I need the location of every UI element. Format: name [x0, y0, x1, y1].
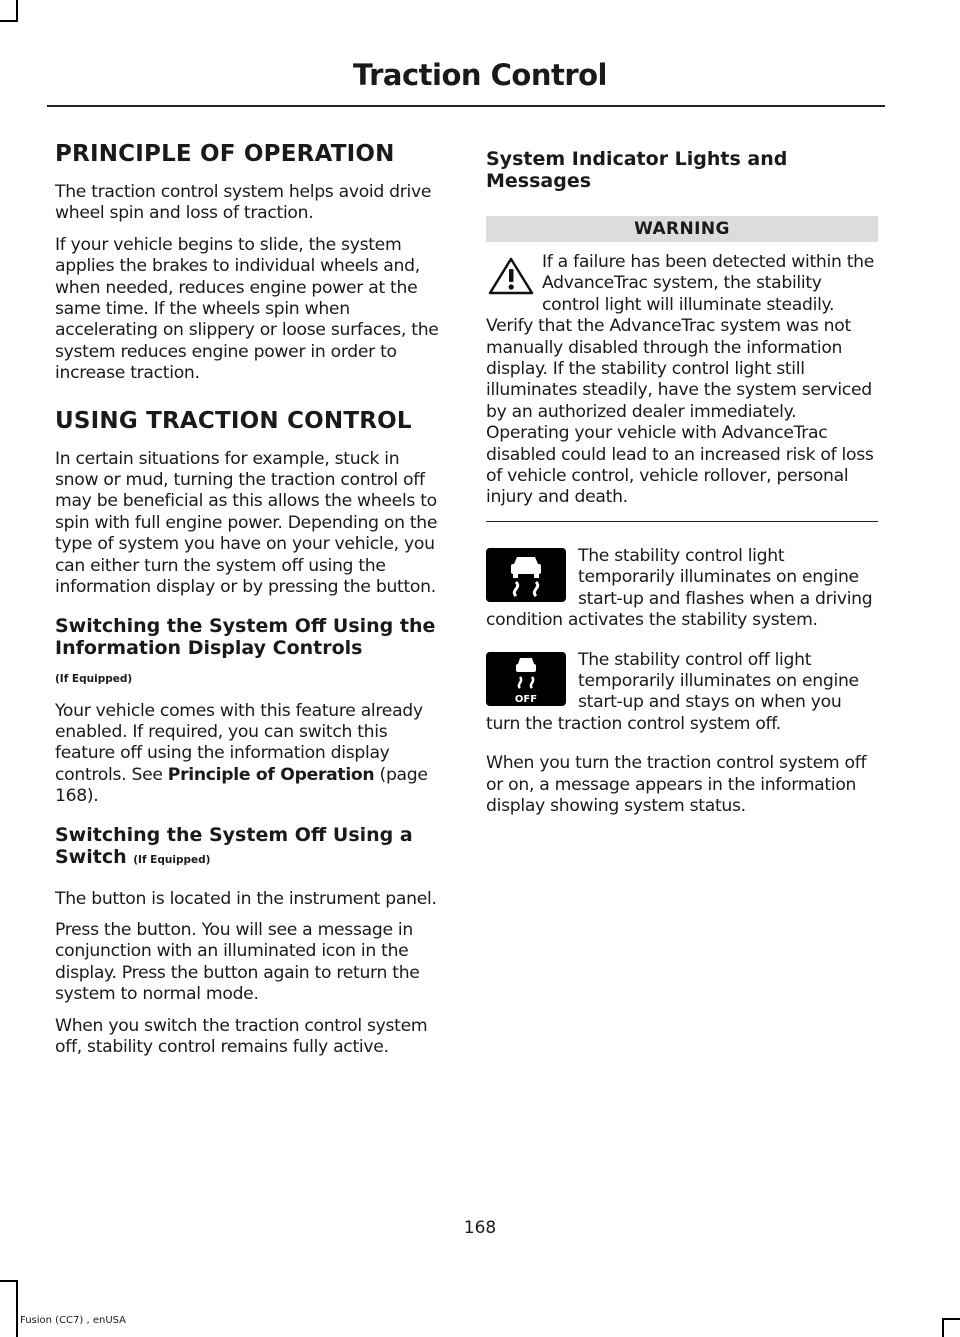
right-column — [486, 140, 878, 827]
warning-banner: WARNING — [486, 216, 878, 242]
paragraph-situations: In certain situations for example, stuck in snow or mud, turning the traction control off may be beneficial as this allows the wheels to spin with full engine power. Depending on the type of system you have on your vehicle, you can either turn the system off using the information display or by pressing the button. — [55, 448, 438, 598]
paragraph-intro: The traction control system helps avoid drive wheel spin and loss of traction. — [55, 182, 432, 224]
page-reference: (page 168). — [55, 764, 428, 807]
paragraph-button-location: The button is located in the instrument panel. — [55, 888, 437, 909]
paragraph-feature-enabled — [55, 701, 447, 808]
paragraph-display-message: When you turn the traction control system off or on, a message appears in the information display showing system status. — [486, 753, 867, 816]
heading-switch-off-switch — [55, 824, 447, 871]
stability-control-icon — [486, 548, 566, 602]
stability-control-off-icon — [486, 652, 566, 706]
warning-text: If a failure has been detected within the AdvanceTrac system, the stability control light will illuminate steadily. Verify that the AdvanceTrac system was not manually disabled through the information display. If the stability control light still illuminates steadily, have the system serviced by an authorized dealer immediately. Operating your vehicle with AdvanceTrac disabled could lead to an increased risk of loss of vehicle control, vehicle rollover, personal injury and death. — [486, 252, 875, 508]
cross-reference-link[interactable]: Principle of Operation — [167, 764, 375, 785]
stability-light-block — [486, 546, 878, 632]
crop-mark — [942, 1318, 960, 1320]
crop-mark — [942, 1318, 944, 1337]
crop-mark — [16, 0, 18, 20]
heading-switch-off-switch-text: Switching the System Off Using a Switch — [55, 823, 413, 868]
heading-principle-of-operation: PRINCIPLE OF OPERATION — [55, 141, 395, 167]
paragraph-feature-enabled-text: Your vehicle comes with this feature already enabled. If required, you can switch this feature off using the information display controls. See — [55, 700, 423, 785]
crop-mark — [0, 20, 18, 22]
if-equipped-tag: (If Equipped) — [55, 672, 133, 685]
off-label: OFF — [514, 693, 538, 705]
stability-light-text: The stability control light temporarily illuminates on engine start-up and flashes when a driving condition activates the stability system. — [486, 545, 873, 631]
paragraph-slide: If your vehicle begins to slide, the system applies the brakes to individual wheels and, when needed, reduces engine power at the same time. If the wheels spin when accelerating on slippery or loose surfaces, the system reduces engine power in order to increase traction. — [55, 234, 439, 384]
heading-switch-off-display: Switching the System Off Using the Information Display Controls — [55, 614, 436, 659]
footer-model-info: Fusion (CC7) , enUSA — [20, 1315, 127, 1326]
crop-mark — [16, 1280, 18, 1337]
crop-mark — [0, 1280, 18, 1282]
warning-triangle-icon — [488, 256, 534, 296]
if-equipped-inline-tag: (If Equipped) — [133, 853, 211, 866]
page-header-title: Traction Control — [352, 58, 607, 92]
stability-off-light-block — [486, 650, 878, 736]
heading-using-traction-control: USING TRACTION CONTROL — [55, 407, 412, 434]
warning-block — [486, 252, 878, 509]
page-number: 168 — [463, 1218, 497, 1238]
paragraph-press-button: Press the button. You will see a message in conjunction with an illuminated icon in the display. Press the button again to return the system to normal mode. — [55, 919, 420, 1005]
warning-divider — [486, 521, 878, 522]
stability-off-light-text: The stability control off light temporarily illuminates on engine start-up and stays on when you turn the traction control system off. — [486, 649, 859, 734]
paragraph-stability-active: When you switch the traction control system off, stability control remains fully active. — [55, 1015, 428, 1057]
left-column — [55, 140, 447, 1068]
header-rule — [47, 105, 885, 107]
heading-indicator-lights: System Indicator Lights and Messages — [486, 148, 788, 192]
